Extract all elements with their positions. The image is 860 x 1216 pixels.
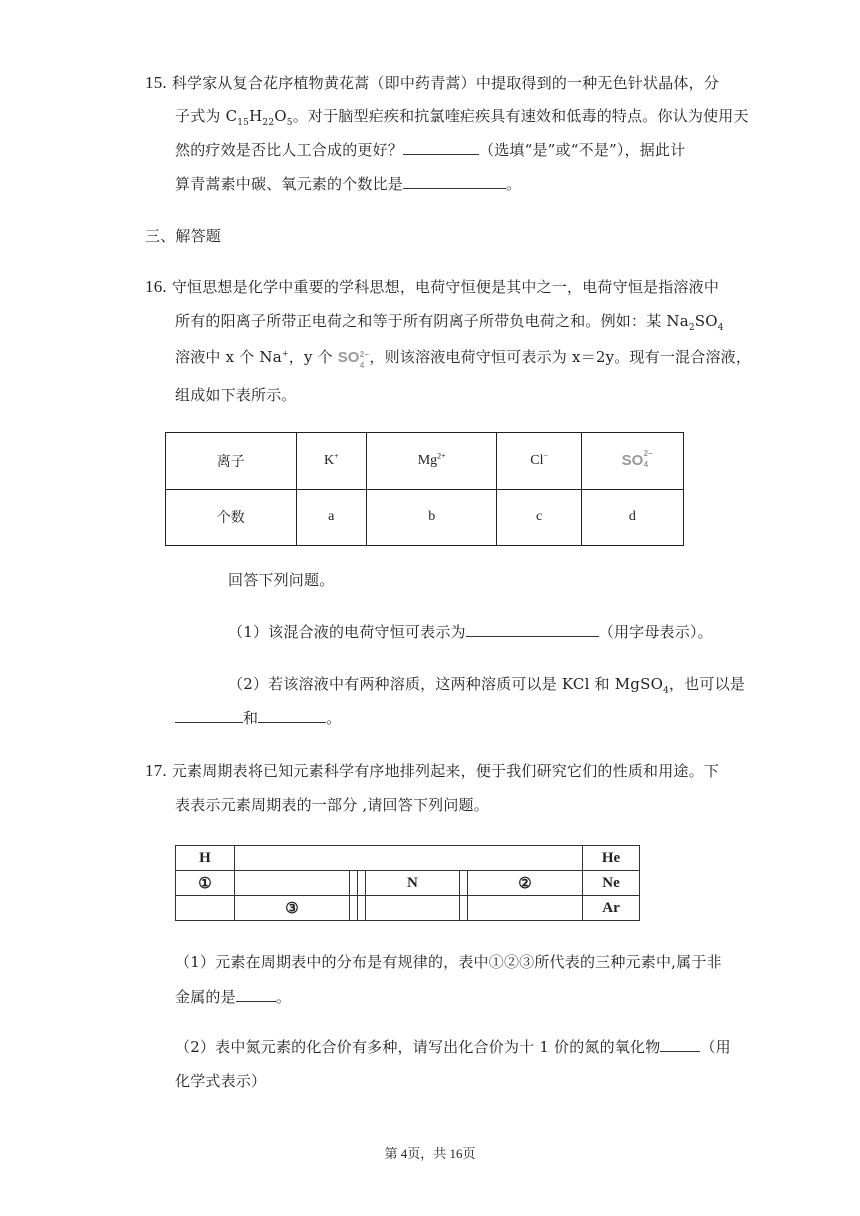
q17-sub2-line2: 化学式表示） — [175, 1072, 267, 1090]
q16-line1 — [145, 277, 719, 297]
question-number: 16. — [145, 277, 167, 296]
table-cell: $Mg^{2+}$ — [366, 433, 496, 490]
charge-superscript: + — [281, 349, 289, 358]
sulfate-ion-image: SO 2− 4 — [337, 349, 369, 370]
empty-cell — [460, 871, 468, 896]
q17-text-1: 元素周期表将已知元素科学有序地排列起来，便于我们研究它们的性质和用途。下 — [171, 762, 720, 780]
element-cell: ① — [176, 871, 235, 896]
empty-cell — [349, 896, 357, 921]
empty-cell — [365, 896, 459, 921]
q16-sub2-text: （2）若该溶液中有两种溶质，这两种溶质可以是 KCl 和 MgSO — [228, 675, 664, 693]
q17-sub1-line1: （1）元素在周期表中的分布是有规律的，表中①②③所代表的三种元素中,属于非 — [175, 953, 722, 971]
q16-line2 — [175, 311, 724, 331]
table-cell: c — [497, 489, 581, 546]
empty-cell — [460, 896, 468, 921]
table-cell: d — [581, 489, 683, 546]
q16-sub2 — [228, 674, 745, 694]
empty-cell — [357, 896, 365, 921]
formula-subscript: 15 — [237, 118, 250, 128]
table-row — [166, 433, 684, 490]
q17-sub1-period: 。 — [275, 988, 292, 1006]
q15-text-3b: （选填“是”或“不是”），据此计 — [479, 141, 686, 159]
q16-text-3a: 溶液中 x 个 Na — [175, 348, 282, 366]
element-cell: ② — [468, 871, 583, 896]
q15-line2 — [175, 106, 749, 126]
q16-sub2-line2 — [175, 708, 341, 728]
answer-blank[interactable] — [660, 1037, 700, 1052]
empty-cell — [235, 846, 583, 871]
table-cell: Cl− — [497, 433, 581, 490]
q15-text-4b: 。 — [506, 175, 522, 193]
section-title: 三、解答题 — [145, 227, 222, 245]
q16-sub1 — [228, 622, 713, 642]
q17-sub2-line1 — [175, 1037, 731, 1057]
answer-blank[interactable] — [236, 987, 276, 1002]
q16-text-1: 守恒思想是化学中重要的学科思想，电荷守恒便是其中之一，电荷守恒是指溶液中 — [171, 278, 720, 296]
answer-blank[interactable] — [258, 708, 326, 723]
page-footer: 第 4页，共 16页 — [384, 1146, 476, 1161]
answer-blank[interactable] — [403, 174, 506, 189]
table-cell: 离子 — [166, 433, 297, 490]
table-row — [166, 489, 684, 546]
table-row — [176, 846, 640, 871]
q17-line2: 表表示元素周期表的一部分 ,请回答下列问题。 — [175, 796, 489, 814]
q16-sub1-text-end: （用字母表示）。 — [598, 623, 713, 641]
element-cell: N — [365, 871, 459, 896]
q16-text-2: 所有的阳离子所带正电荷之和等于所有阴离子所带负电荷之和。例如：某 Na — [175, 312, 689, 330]
formula-element: O — [274, 107, 287, 125]
q15-text-1: 科学家从复合花序植物黄花蒿（即中药青蒿）中提取得到的一种无色针状晶体，分 — [171, 74, 720, 92]
q17-line1 — [145, 761, 719, 781]
empty-cell — [349, 871, 357, 896]
q17-sub1-line2 — [175, 987, 291, 1007]
empty-cell — [357, 871, 365, 896]
q15-text-4a: 算青蒿素中碳、氧元素的个数比是 — [175, 175, 404, 193]
q16-sub2-and: 和 — [243, 709, 259, 727]
answer-blank[interactable] — [175, 708, 243, 723]
formula-subscript: 4 — [663, 686, 669, 696]
q16-prompt: 回答下列问题。 — [228, 571, 335, 589]
q16-text-3b: ，y 个 — [288, 348, 333, 366]
question-number: 17. — [145, 761, 167, 780]
sulfate-ion-image: SO 2− 4 — [621, 449, 653, 470]
q16-sub2-period: 。 — [326, 709, 342, 727]
element-cell: He — [583, 846, 640, 871]
element-cell: ③ — [235, 896, 350, 921]
q15-text-3a: 然的疗效是否比人工合成的更好？ — [175, 141, 404, 159]
table-cell: K+ — [296, 433, 366, 490]
table-cell: b — [366, 489, 496, 546]
question-number: 15. — [145, 73, 167, 92]
formula-subscript: 4 — [717, 323, 724, 333]
q15-text-2b: 。对于脑型疟疾和抗氯喹疟疾具有速效和低毒的特点。你认为使用天 — [292, 107, 749, 125]
periodic-table-fragment — [175, 845, 640, 921]
empty-cell — [468, 896, 583, 921]
formula-subscript: 2 — [688, 323, 695, 333]
q17-sub2-text-end: （用 — [700, 1038, 731, 1056]
answer-blank[interactable] — [403, 140, 479, 155]
answer-blank[interactable] — [466, 622, 599, 637]
q15-line3 — [175, 140, 685, 160]
q15-line4 — [175, 174, 521, 194]
element-cell: Ne — [583, 871, 640, 896]
q17-sub1-text: 金属的是 — [175, 988, 236, 1006]
table-cell: a — [296, 489, 366, 546]
q16-line3 — [175, 347, 751, 368]
q16-sub2-text-end: ，也可以是 — [669, 675, 746, 693]
table-row — [176, 871, 640, 896]
table-row — [176, 896, 640, 921]
formula-element: H — [249, 107, 263, 125]
empty-cell — [176, 896, 235, 921]
q16-sub1-text: （1）该混合液的电荷守恒可表示为 — [228, 623, 466, 641]
ion-table — [165, 432, 684, 546]
q16-text-3c: ，则该溶液电荷守恒可表示为 x＝2y。现有一混合溶液， — [369, 348, 752, 366]
formula-element: SO — [694, 312, 718, 330]
formula-subscript: 22 — [262, 118, 275, 128]
table-cell — [581, 433, 683, 490]
q17-sub2-text: （2）表中氮元素的化合价有多种，请写出化合价为十 1 价的氮的氧化物 — [175, 1038, 661, 1056]
element-cell: Ar — [583, 896, 640, 921]
empty-cell — [235, 871, 350, 896]
table-cell: 个数 — [166, 489, 297, 546]
q16-line4: 组成如下表所示。 — [175, 386, 297, 404]
q15-line1 — [145, 73, 719, 93]
formula-subscript: 5 — [286, 118, 293, 128]
element-cell: H — [176, 846, 235, 871]
q15-text-2a: 子式为 C — [175, 107, 238, 125]
